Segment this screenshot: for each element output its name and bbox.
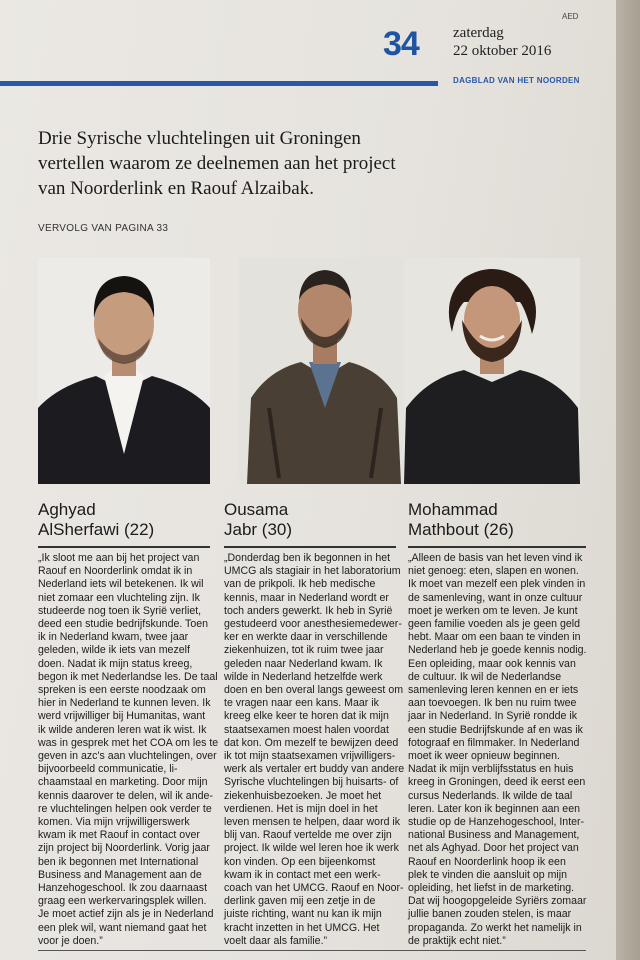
quote-line: Een opleiding, maar ook kennis van [408,657,576,670]
quote-line: van de prikpoli. Ik heb medische [224,578,376,591]
quote-line: ker en werkte daar in verschillende [224,631,388,644]
quote-line: blij van. Raouf vertelde me over zijn [224,829,392,842]
quote-line: leven mensen te helpen, daar word ik [224,816,401,829]
quote-line: ziekenhuisbezoeken. Je moet het [224,789,382,802]
quote-line: project. Ik wilde wel leren hoe ik werk [224,842,399,855]
quote-line: hier in Nederland te kunnen leven. Ik [38,697,211,710]
quote-line: staatsexamen moest halen voordat [224,723,389,736]
quote-line: chaamstaal en marketing. Door mijn [38,776,208,789]
quote-line: Raouf en Noorderlink omdat ik in [38,565,193,578]
quote-line: gestudeerd voor anesthesiemedewer- [224,618,402,631]
quote-line: national Business and Management, [408,829,580,842]
bottom-rule [38,950,586,951]
quote-line: propaganda. Zo werkt het namelijk in [408,921,582,934]
quote-line: wilde in Nederland hetzelfde werk [224,670,383,683]
quote-line: doen. Nadat ik mijn status kreeg, [38,657,193,670]
quote-line: geven in azc's aan vluchtelingen, over [38,750,217,763]
quote-line: kwam ik in contact met een werk- [224,868,381,881]
newspaper-brand: DAGBLAD VAN HET NOORDEN [453,76,580,85]
quote-line: kon vinden. Op een bijeenkomst [224,855,376,868]
quote-line: doen en ben overal langs geweest om [224,684,404,697]
portrait-photo-aghyad [38,258,210,484]
quote-line: was in gesprek met het COA om les te [38,736,219,749]
quote-line: Ik moet van mezelf een plek vinden in [408,578,586,591]
quote-line: een plek wil, want niemand gaat het [38,921,207,934]
issue-date-text: 22 oktober 2016 [453,43,552,59]
person-name-ousama: Ousama Jabr (30) [224,500,293,539]
portrait-photo-ousama [239,258,411,484]
quote-line: studie op de Hanzehogeschool, Inter- [408,816,585,829]
quote-line: „Ik sloot me aan bij het project van [38,552,200,564]
quote-line: moet ik weer opnieuw beginnen. [408,750,560,763]
quote-line: Je moet actief zijn als je in Nederland [38,908,214,921]
quote-line: te vragen naar een kans. Maar ik [224,697,379,710]
page-edge [616,0,640,960]
issue-weekday: zaterdag [453,25,504,41]
headline-line: vertellen waarom ze deelnemen aan het project [38,153,396,174]
quote-line: derlink gaven mij een zetje in de [224,895,376,908]
quote-line: komen. Via mijn vrijwilligerswerk [38,816,190,829]
column-rule [408,546,586,548]
quote-line: kwam ik met Raouf in contact over [38,829,200,842]
quote-line: begon ik met Nederlandse les. De taal [38,670,218,683]
page-number: 34 [383,25,419,63]
quote-line: „Alleen de basis van het leven vind ik [408,552,583,564]
person-name-aghyad: Aghyad AlSherfawi (22) [38,500,155,539]
quote-line: kracht inzetten in het UMCG. Het [224,921,380,934]
quote-line: opleiding, het liefst in de marketing. [408,882,575,895]
quote-line: kreeg elke keer te horen dat ik mijn [224,710,389,723]
quote-line: kennis daarover te delen, wil ik ande- [38,789,213,802]
quote-line: een studie Bedrijfskunde af en was ik [408,723,583,736]
quote-line: Dat wij hoogopgeleide Syriërs zomaar [408,895,587,908]
header-rule [0,81,438,86]
issue-date [453,24,551,60]
quote-line: re vluchtelingen helpen ook verder te [38,802,212,815]
quote-line: plek te vinden die aansluit op mijn [408,868,568,881]
quote-line: studeerde nog toen ik Syrië verliet, [38,604,202,617]
quote-line: ben ik begonnen met International [38,855,199,868]
quote-line: leren. Later kon ik beginnen aan een [408,802,580,815]
column-rule [38,546,210,548]
quote-line: juiste richting, want nu kan ik mijn [224,908,382,921]
quote-line: „Donderdag ben ik begonnen in het [224,552,391,564]
quote-line: ik wilde anderen leren wat ik wist. Ik [38,723,207,736]
article-headline [38,126,558,201]
quote-line: fotograaf en filmmaker. In Nederland [408,736,580,749]
quote-line: verdienen. Het is mijn doel in het [224,802,378,815]
quote-line: ik in Nederland kwam, twee jaar [38,631,189,644]
quote-line: toch anders gewerkt. Ik heb in Syrië [224,604,393,617]
person-name-mohammad: Mohammad Mathbout (26) [408,500,514,539]
quote-line: jaar in Nederland. In Syrië rondde ik [408,710,578,723]
quote-line: ik tot mijn staatsexamen vrijwilligers- [224,750,396,763]
quote-line: Syrische vluchtelingen bij huisarts- of [224,776,399,789]
portrait-photo-mohammad [404,258,580,484]
quote-line: Hanzehogeschool. Ik zou daarnaast [38,882,208,895]
quote-line: de praktijk echt niet.” [408,934,506,947]
quote-line: voelt daar als familie.” [224,934,328,947]
quote-column-aghyad [38,552,219,948]
quote-line: kreeg in Groningen, deed ik eerst een [408,776,586,789]
quote-line: Nederland heb je goede kennis nodig. [408,644,587,657]
quote-line: spreken is een eerste noodzaak om [38,684,206,697]
quote-line: hebt. Maar om een baan te vinden in [408,631,581,644]
headline-line: van Noorderlink en Raouf Alzaibak. [38,178,314,199]
quote-line: jullie banen zouden stelen, is maar [408,908,572,921]
quote-line: UMCG als stagiair in het laboratorium [224,565,401,578]
quote-line: graag een werkervaringsplek willen. [38,895,207,908]
quote-line: coach van het UMCG. Raouf en Noor- [224,882,404,895]
quote-line: samenleving leren kennen en er iets [408,684,579,697]
quote-column-ousama [224,552,405,948]
column-rule [224,546,396,548]
continued-from-label: VERVOLG VAN PAGINA 33 [38,223,169,234]
quote-line: zijn project bij Noorderlink. Vorig jaar [38,842,210,855]
quote-line: de cultuur. Ik wil de Nederlandse [408,670,562,683]
quote-line: voor je doen.” [38,934,103,947]
quote-line: net als Aghyad. Door het project van [408,842,579,855]
quote-line: deed een studie bedrijfskunde. Toen [38,618,209,631]
quote-line: Business and Management aan de [38,868,202,881]
headline-line: Drie Syrische vluchtelingen uit Groningen [38,128,361,149]
quote-line: geleden naar Nederland kwam. Ik [224,657,383,670]
quote-line: moet je werken om te leven. Je kunt [408,604,578,617]
quote-line: aan toevoegen. Ik ben nu ruim twee [408,697,577,710]
quote-line: dat kon. Om mezelf te bewijzen deed [224,736,399,749]
quote-line: niet genoeg: eten, slapen en wonen. [408,565,579,578]
quote-line: geleden, wilde ik iets van mezelf [38,644,190,657]
quote-line: bijvoorbeeld communicatie, li- [38,763,178,776]
quote-line: de samenleving, want in onze cultuur [408,591,583,604]
section-code: AED [562,12,579,21]
quote-line: Raouf en Noorderlink hoop ik een [408,855,566,868]
quote-line: ziekenhuizen, tot ik ruim twee jaar [224,644,384,657]
quote-line: werd vrijwilliger bij Humanitas, want [38,710,206,723]
quote-line: kennis, maar in Nederland wordt er [224,591,389,604]
quote-line: werk als vertaler ert buddy van andere [224,763,405,776]
quote-line: Nadat ik mijn verblijfsstatus en huis [408,763,574,776]
quote-line: niet zomaar een vluchteling zijn. Ik [38,591,200,604]
quote-line: geen familie voeden als je geen geld [408,618,580,631]
quote-line: Nederland iets wil betekenen. Ik wil [38,578,204,591]
quote-line: cursus Nederlands. Ik wilde de taal [408,789,573,802]
quote-column-mohammad [408,552,587,948]
